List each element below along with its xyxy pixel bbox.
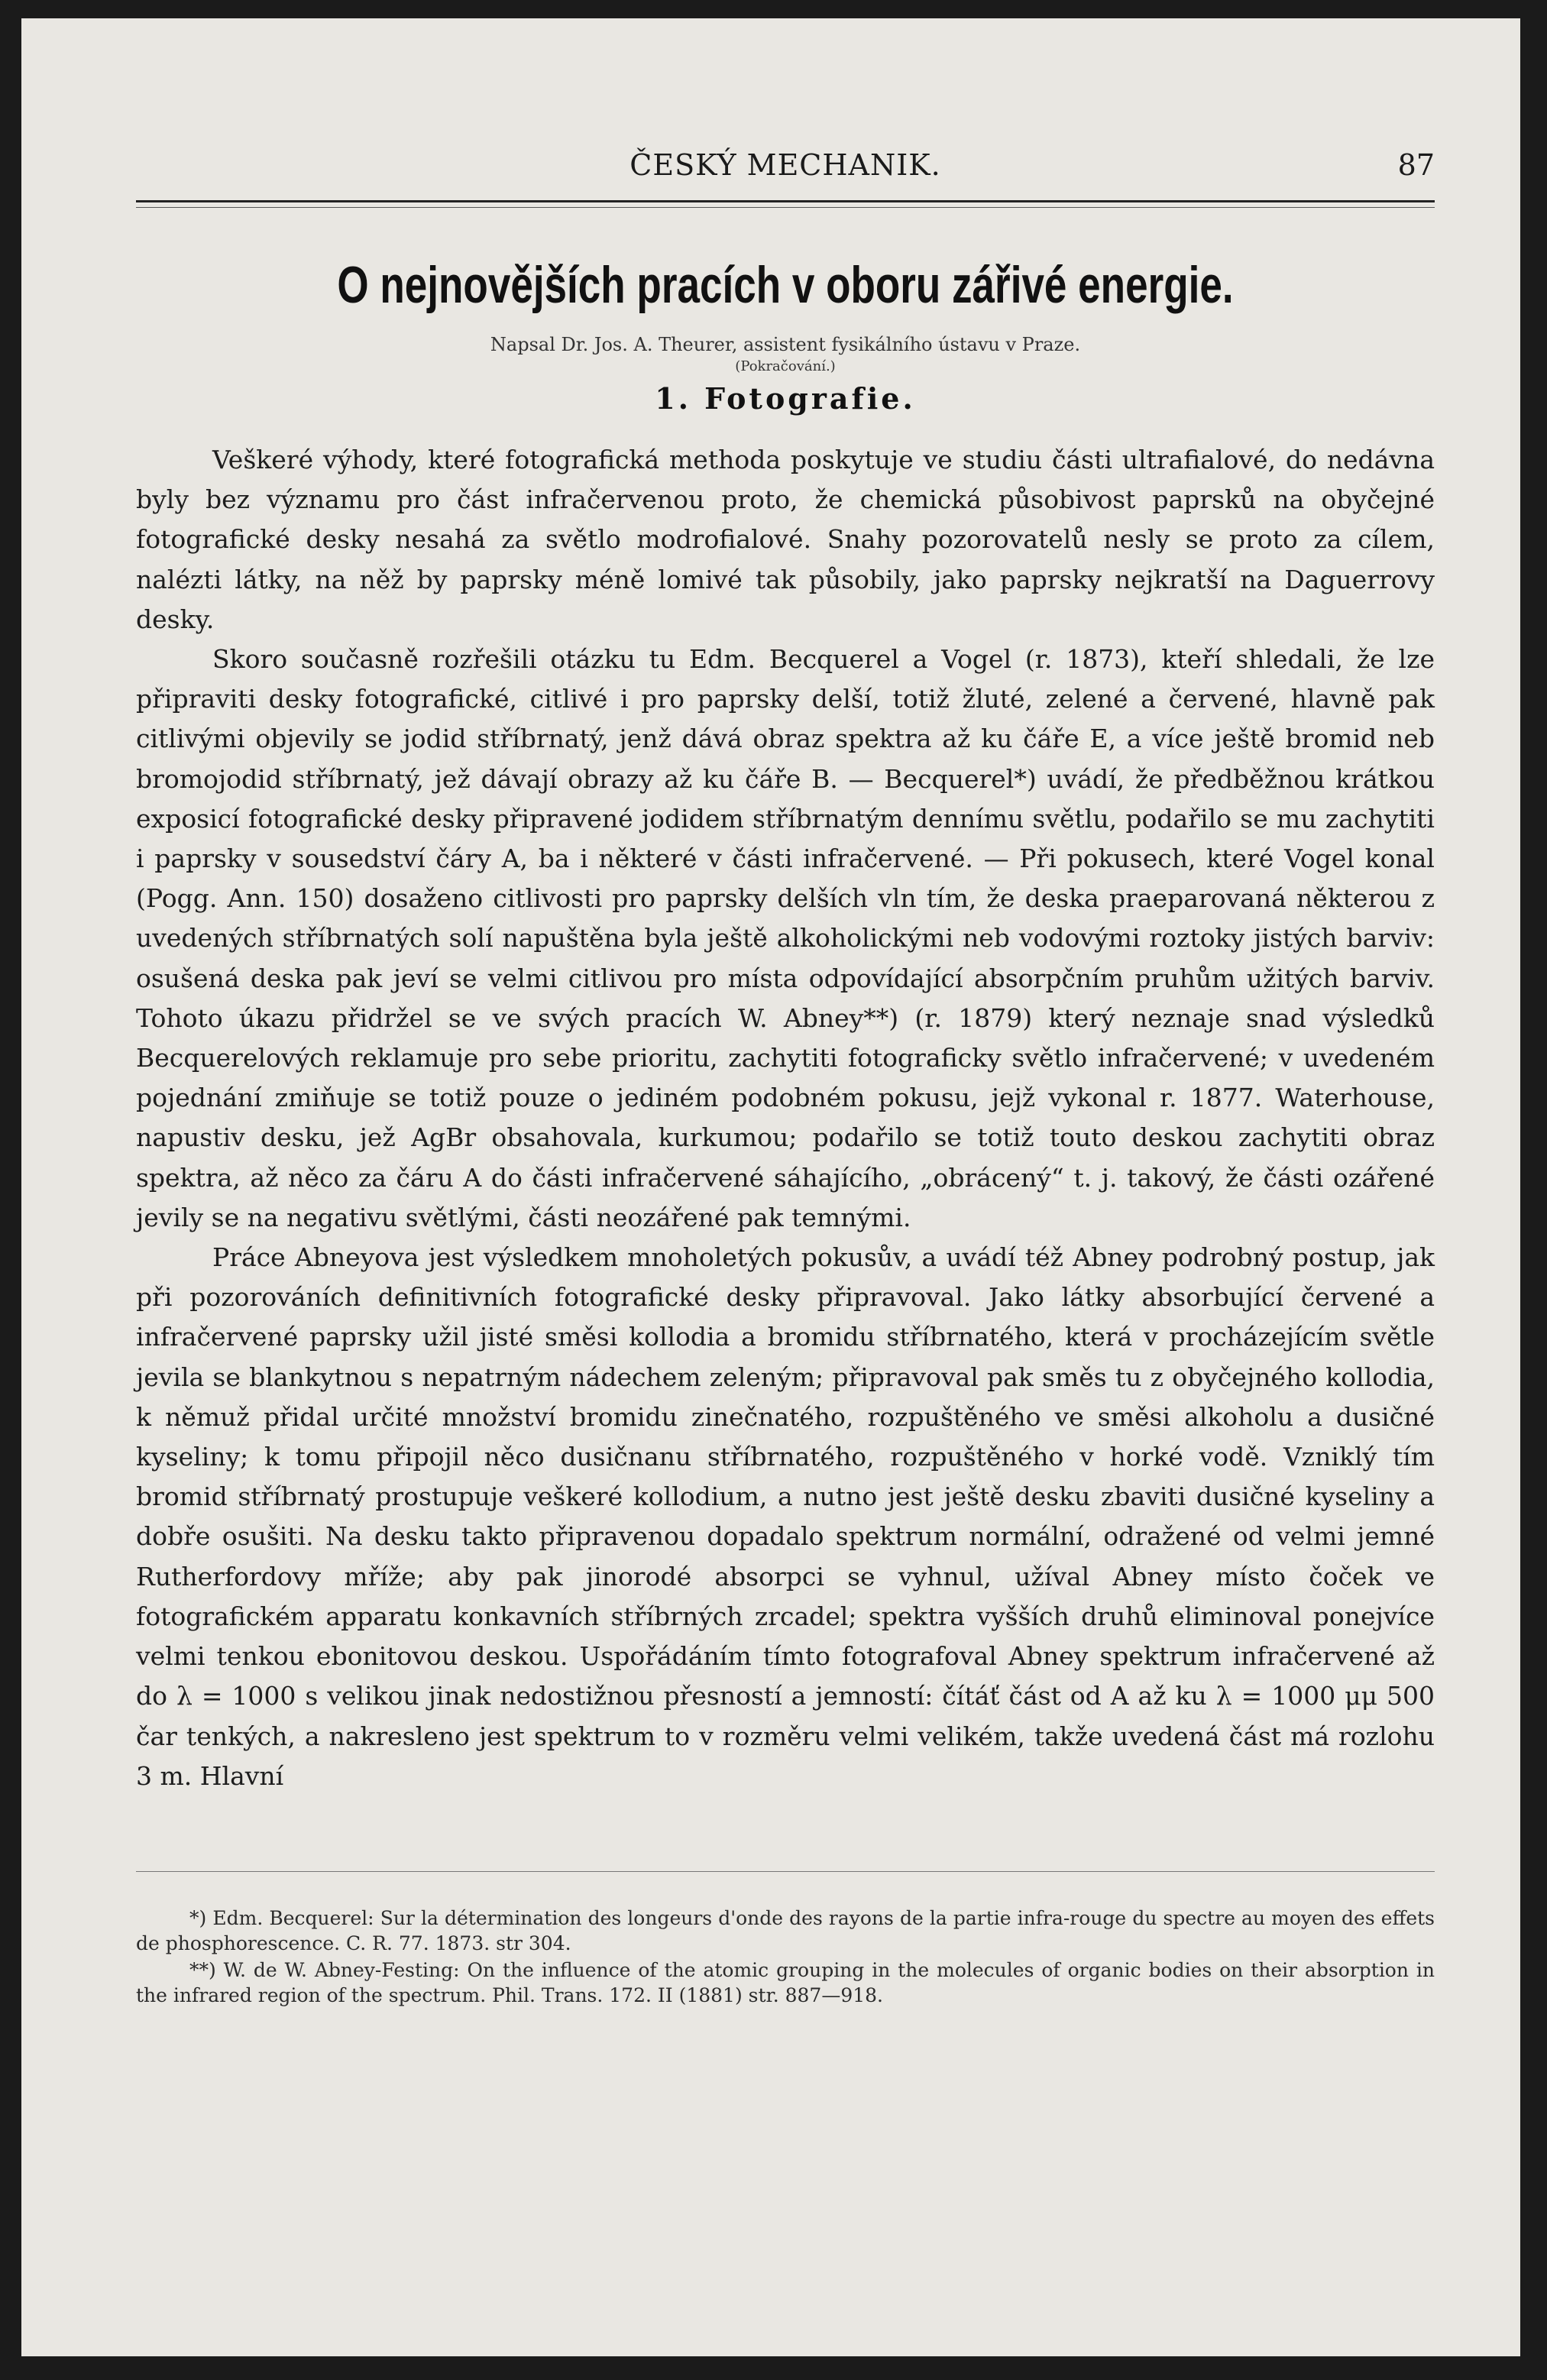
footnote: **) W. de W. Abney-Festing: On the influence of the atomic grouping in the molecules of organic bodies on their absorption in the infrared region of the spectrum. Phil. Trans. 172. II (1881) str. 887—918.: [136, 1959, 1435, 2006]
paragraph: Skoro současně rozřešili otázku tu Edm. Becquerel a Vogel (r. 1873), kteří shledali, že lze připraviti desky fotografické, citlivé i pro paprsky delší, totiž žluté, zelené a červené, hlavně pak citlivými objevily se jodid stříbrnatý, jenž dává obraz spektra až ku čáře E, a více ještě bromid neb bromojodid stříbrnatý, jež dávají obrazy až ku čáře B. — Becquerel*) uvádí, že předběžnou krátkou exposicí fotografické desky připravené jodidem stříbrnatým dennímu světlu, podařilo se mu zachytiti i paprsky v sousedství čáry A, ba i některé v části infračervené. — Při pokusech, které Vogel konal (Pogg. Ann. 150) dosaženo citlivosti pro paprsky delších vln tím, že deska praeparovaná některou z uvedených stříbrnatých solí napuštěna byla ještě alkoholickými neb vodovými roztoky jistých barviv: osušená deska pak jeví se velmi citlivou pro místa odpovídající absorpčním pruhům užitých barviv. Tohoto úkazu přidržel se ve svých pracích W. Abney**) (r. 1879) který neznaje snad výsledků Becquerelových reklamuje pro sebe prioritu, zachytiti fotograficky světlo infračervené; v uvedeném pojednání zmiňuje se totiž pouze o jediném podobném pokusu, jejž vykonal r. 1877. Waterhouse, napustiv desku, jež AgBr obsahovala, kurkumou; podařilo se totiž touto deskou zachytiti obraz spektra, až něco za čáru A do části infračervené sáhajícího, „obrácený“ t. j. takový, že části ozářené jevily se na negativu světlými, části neozářené pak temnými.: [136, 644, 1435, 1232]
section-heading: 1. Fotografie.: [655, 381, 916, 416]
article-author: Napsal Dr. Jos. A. Theurer, assistent fysikálního ústavu v Praze.: [490, 334, 1081, 355]
book-page: [21, 18, 1520, 2356]
article-body: [136, 440, 1435, 1796]
running-header: [136, 148, 1435, 202]
footnotes: [136, 1906, 1435, 2009]
journal-title: ČESKÝ MECHANIK.: [629, 148, 941, 182]
footnote-rule: [136, 1871, 1435, 1872]
paragraph: Práce Abneyova jest výsledkem mnoholetých pokusův, a uvádí též Abney podrobný postup, jak při pozorováních definitivních fotografické desky připravoval. Jako látky absorbující červené a infračervené paprsky užil jisté směsi kollodia a bromidu stříbrnatého, která v procházejícím světle jevila se blankytnou s nepatrným nádechem zeleným; připravoval pak směs tu z obyčejného kollodia, k němuž přidal určité množství bromidu zinečnatého, rozpuštěného ve směsi alkoholu a dusičné kyseliny; k tomu připojil něco dusičnanu stříbrnatého, rozpuštěného v horké vodě. Vzniklý tím bromid stříbrnatý prostupuje veškeré kollodium, a nutno jest ještě desku zbaviti dusičné kyseliny a dobře osušiti. Na desku takto připravenou dopadalo spektrum normální, odražené od velmi jemné Rutherfordovy mříže; aby pak jinorodé absorpci se vyhnul, užíval Abney místo čoček ve fotografickém apparatu konkavních stříbrných zrcadel; spektra vyšších druhů eliminoval ponejvíce velmi tenkou ebonitovou deskou. Uspořádáním tímto fotografoval Abney spektrum infračervené až do λ = 1000 s velikou jinak nedostižnou přesností a jemností: čítáť část od A až ku λ = 1000 μμ 500 čar tenkých, a nakresleno jest spektrum to v rozměru velmi velikém, takže uvedená část má rozlohu 3 m. Hlavní: [136, 1242, 1435, 1791]
footnote: *) Edm. Becquerel: Sur la détermination des longeurs d'onde des rayons de la partie infra-rouge du spectre au moyen des effets de phosphorescence. C. R. 77. 1873. str 304.: [136, 1907, 1435, 1954]
continuation-note: (Pokračování.): [735, 358, 836, 374]
header-rule-thin: [136, 207, 1435, 208]
article-title: O nejnovějších pracích v oboru zářivé energie.: [337, 256, 1234, 314]
page-number: 87: [1397, 148, 1435, 182]
paragraph: Veškeré výhody, které fotografická methoda poskytuje ve studiu části ultrafialové, do nedávna byly bez významu pro část infračervenou proto, že chemická působivost paprsků na obyčejné fotografické desky nesahá za světlo modrofialové. Snahy pozorovatelů nesly se proto za cílem, nalézti látky, na něž by paprsky méně lomivé tak působily, jako paprsky nejkratší na Daguerrovy desky.: [136, 445, 1435, 634]
header-rule-thick: [136, 200, 1435, 202]
